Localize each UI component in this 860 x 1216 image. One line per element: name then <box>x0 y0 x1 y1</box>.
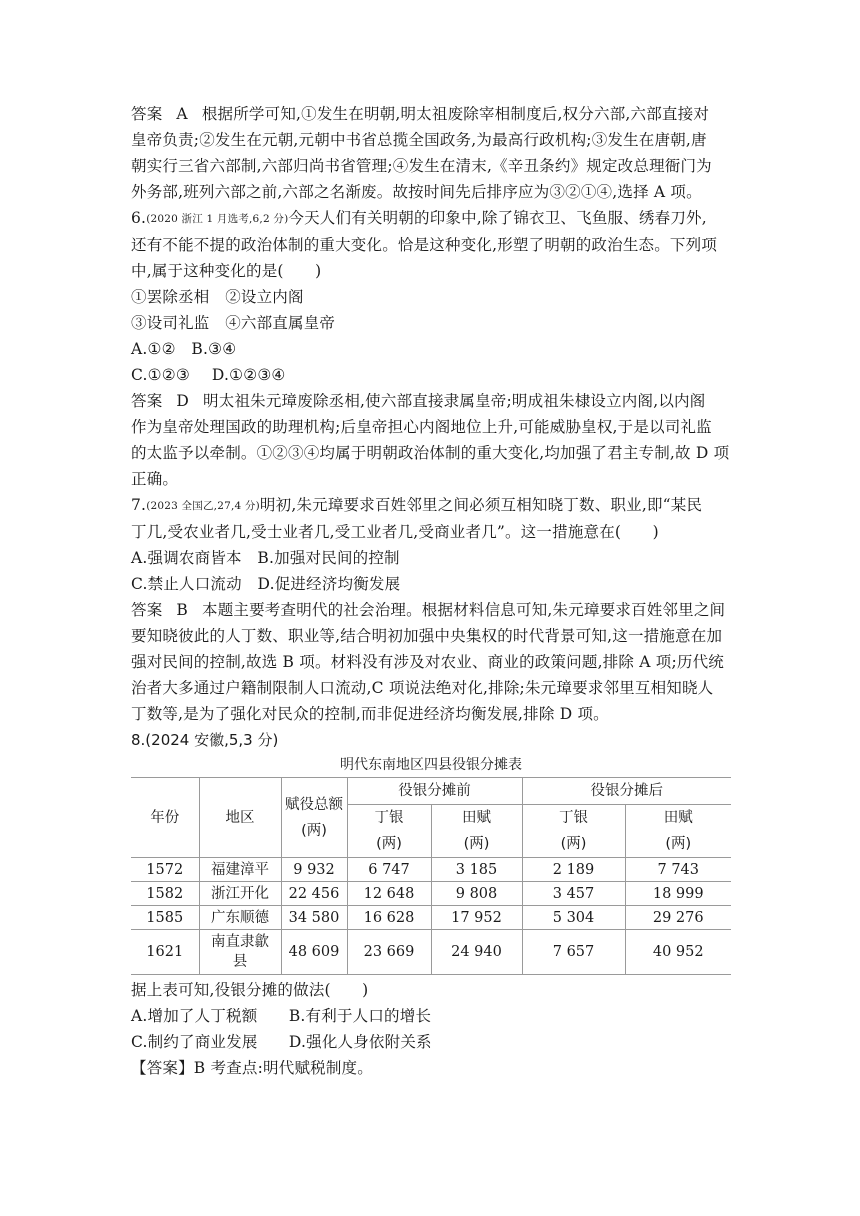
cell-after-tian: 29 276 <box>625 906 731 930</box>
answer-text: 要知晓彼此的人丁数、职业等,结合明初加强中央集权的时代背景可知,这一措施意在加 <box>131 627 723 645</box>
question-items: ③设司礼监 ④六部直属皇帝 <box>131 314 336 332</box>
answer-label: 答案 <box>131 392 163 410</box>
cell-region: 浙江开化 <box>199 882 281 906</box>
answer-text: 正确。 <box>131 470 179 488</box>
answer-label: 答案 <box>131 105 163 123</box>
question-items: ①罢除丞相 ②设立内阁 <box>131 288 304 306</box>
cell-total: 48 609 <box>281 930 347 975</box>
answer-text: 外务部,班列六部之前,六部之名渐废。故按时间先后排序应为③②①④,选择 A 项。 <box>131 183 702 201</box>
answer-key: B <box>176 601 188 619</box>
answer-text: 治者大多通过户籍制限制人口流动,C 项说法绝对化,排除;朱元璋要求邻里互相知晓人 <box>131 679 714 697</box>
question-7 <box>131 492 731 727</box>
cell-before-tian: 3 185 <box>431 858 522 882</box>
question-stem: 明初,朱元璋要求百姓邻里之间必须互相知晓丁数、职业,即“某民 <box>259 496 703 514</box>
header-year: 年份 <box>131 778 199 858</box>
question-stem: 丁几,受农业者几,受士业者几,受工业者几,受商业者几”。这一措施意在( ) <box>131 523 659 541</box>
answer-text: 丁数等,是为了强化对民众的控制,而非促进经济均衡发展,排除 D 项。 <box>131 705 609 723</box>
answer-text: 明太祖朱元璋废除丞相,使六部直接隶属皇帝;明成祖朱棣设立内阁,以内阁 <box>203 392 706 410</box>
cell-after-ding: 7 657 <box>522 930 625 975</box>
header-tian: 田赋 (两) <box>431 805 522 858</box>
question-8 <box>131 727 731 1081</box>
header-region: 地区 <box>199 778 281 858</box>
option-c: C.①②③ <box>131 366 190 384</box>
question-stem: 还有不能不提的政治体制的重大变化。恰是这种变化,形塑了明朝的政治生态。下列项 <box>131 236 718 254</box>
cell-year: 1582 <box>131 882 199 906</box>
cell-year: 1585 <box>131 906 199 930</box>
cell-region: 广东顺德 <box>199 906 281 930</box>
cell-after-tian: 40 952 <box>625 930 731 975</box>
cell-after-ding: 5 304 <box>522 906 625 930</box>
question-options: C.制约了商业发展 D.强化人身依附关系 <box>131 1033 432 1051</box>
cell-before-ding: 12 648 <box>347 882 431 906</box>
option-d: D.①②③④ <box>211 366 286 384</box>
document-page <box>131 101 731 1081</box>
cell-total: 34 580 <box>281 906 347 930</box>
question-6 <box>131 205 731 492</box>
cell-after-tian: 7 743 <box>625 858 731 882</box>
question-stem: 中,属于这种变化的是( ) <box>131 262 322 280</box>
question-number: 7. <box>131 496 147 514</box>
data-table <box>131 777 731 975</box>
cell-before-ding: 16 628 <box>347 906 431 930</box>
answer-text: 本题主要考查明代的社会治理。根据材料信息可知,朱元璋要求百姓邻里之间 <box>202 601 726 619</box>
question-stem: 据上表可知,役银分摊的做法( ) <box>131 981 369 999</box>
answer-text: 根据所学可知,①发生在明朝,明太祖废除宰相制度后,权分六部,六部直接对 <box>201 105 710 123</box>
cell-total: 9 932 <box>281 858 347 882</box>
table-row <box>131 858 731 882</box>
answer-label: 答案 <box>131 601 163 619</box>
question-options: A.增加了人丁税额 B.有利于人口的增长 <box>131 1007 432 1025</box>
question-header: 8.(2024 安徽,5,3 分) <box>131 731 279 749</box>
cell-after-ding: 3 457 <box>522 882 625 906</box>
cell-total: 22 456 <box>281 882 347 906</box>
cell-before-tian: 9 808 <box>431 882 522 906</box>
cell-year: 1572 <box>131 858 199 882</box>
cell-region: 南直隶歙 县 <box>199 930 281 975</box>
question-stem: 今天人们有关明朝的印象中,除了锦衣卫、飞鱼服、绣春刀外, <box>288 209 707 227</box>
question-source: (2023 全国乙,27,4 分) <box>146 500 260 512</box>
table-row <box>131 882 731 906</box>
question-source: (2020 浙江 1 月选考,6,2 分) <box>146 213 289 225</box>
answer-key: D <box>176 392 190 410</box>
cell-before-ding: 6 747 <box>347 858 431 882</box>
answer-text: 【答案】B 考查点:明代赋税制度。 <box>131 1059 373 1077</box>
answer-text: 作为皇帝处理国政的助理机构;后皇帝担心内阁地位上升,可能威胁皇权,于是以司礼监 <box>131 418 712 436</box>
header-ding: 丁银 (两) <box>522 805 625 858</box>
question-number: 6. <box>131 209 147 227</box>
answer-q5 <box>131 101 731 205</box>
answer-text: 的太监予以牵制。①②③④均属于明朝政治体制的重大变化,均加强了君主专制,故 D 项 <box>131 444 730 462</box>
header-after: 役银分摊后 <box>522 778 731 805</box>
header-ding: 丁银 (两) <box>347 805 431 858</box>
table-row <box>131 930 731 975</box>
table-row <box>131 906 731 930</box>
answer-text: 朝实行三省六部制,六部归尚书省管理;④发生在清末,《辛丑条约》规定改总理衙门为 <box>131 157 712 175</box>
cell-after-tian: 18 999 <box>625 882 731 906</box>
question-options: A.①② B.③④ <box>131 340 237 358</box>
answer-text: 皇帝负责;②发生在元朝,元朝中书省总揽全国政务,为最高行政机构;③发生在唐朝,唐 <box>131 131 707 149</box>
cell-region: 福建漳平 <box>199 858 281 882</box>
answer-key: A <box>176 105 188 123</box>
question-options: A.强调农商皆本 B.加强对民间的控制 <box>131 549 400 567</box>
table-caption: 明代东南地区四县役银分摊表 <box>340 757 522 773</box>
header-before: 役银分摊前 <box>347 778 522 805</box>
cell-before-ding: 23 669 <box>347 930 431 975</box>
cell-before-tian: 17 952 <box>431 906 522 930</box>
cell-year: 1621 <box>131 930 199 975</box>
header-total: 赋役总额 (两) <box>281 778 347 858</box>
cell-before-tian: 24 940 <box>431 930 522 975</box>
question-options: C.禁止人口流动 D.促进经济均衡发展 <box>131 575 401 593</box>
answer-text: 强对民间的控制,故选 B 项。材料没有涉及对农业、商业的政策问题,排除 A 项;历代统 <box>131 653 724 671</box>
cell-after-ding: 2 189 <box>522 858 625 882</box>
header-tian: 田赋 (两) <box>625 805 731 858</box>
